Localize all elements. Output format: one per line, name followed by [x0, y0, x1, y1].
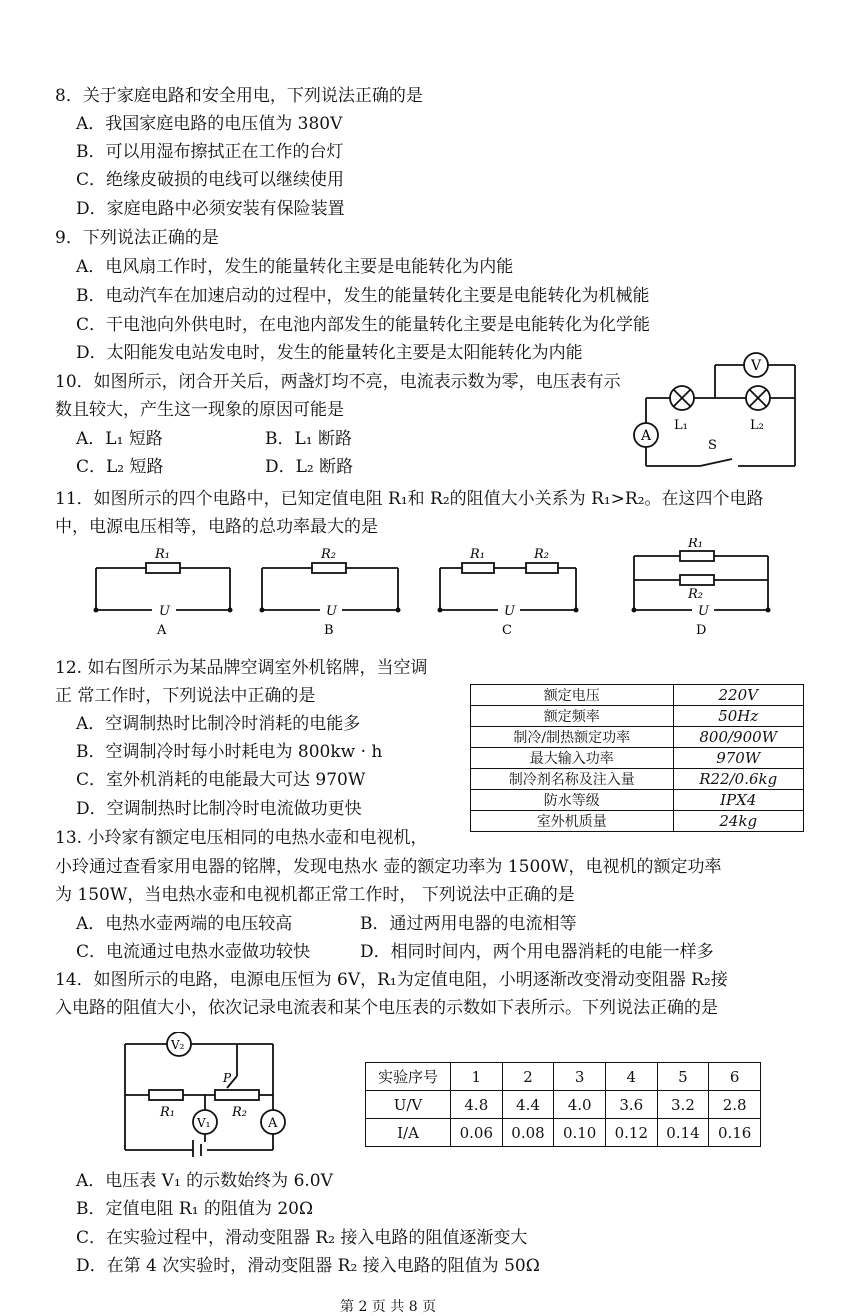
table-cell: 24kg	[673, 811, 804, 832]
q13-stem-line3: 为 150W，当电热水壶和电视机都正常工作时， 下列说法中正确的是	[55, 885, 575, 905]
q8-stem: 8．关于家庭电路和安全用电，下列说法正确的是	[55, 86, 423, 106]
ac-nameplate-table	[470, 684, 804, 832]
table-row	[471, 790, 804, 811]
q14-option-d: D．在第 4 次实验时，滑动变阻器 R₂ 接入电路的阻值为 50Ω	[76, 1256, 540, 1276]
table-cell: 800/900W	[673, 727, 804, 748]
q14-ammeter-label: A	[268, 1116, 278, 1131]
q12-stem-line1: 12. 如右图所示为某品牌空调室外机铭牌，当空调	[55, 658, 428, 678]
table-cell: 防水等级	[471, 790, 674, 811]
table-cell: 4.0	[554, 1091, 606, 1119]
q14-stem-line1: 14．如图所示的电路，电源电压恒为 6V，R₁为定值电阻，小明逐渐改变滑动变阻器 R₂接	[55, 970, 728, 990]
q14-circuit-diagram	[115, 1032, 295, 1157]
q12-option-c: C．室外机消耗的电能最大可达 970W	[76, 770, 366, 790]
table-row	[471, 811, 804, 832]
q11-stem-line1: 11．如图所示的四个电路中，已知定值电阻 R₁和 R₂的阻值大小关系为 R₁>R₂。在这四个电路	[55, 489, 764, 509]
q13-option-b: B．通过两用电器的电流相等	[360, 914, 577, 934]
page-footer: 第 2 页 共 8 页	[340, 1299, 437, 1315]
table-cell: R22/0.6kg	[673, 769, 804, 790]
circuit-c-r1-label: R₁	[470, 547, 485, 562]
q8-option-b: B．可以用湿布擦拭正在工作的台灯	[76, 142, 344, 162]
table-cell: IPX4	[673, 790, 804, 811]
table-cell: 制冷剂名称及注入量	[471, 769, 674, 790]
table-cell: 970W	[673, 748, 804, 769]
table-cell: 0.06	[451, 1119, 503, 1147]
q14-option-a: A．电压表 V₁ 的示数始终为 6.0V	[76, 1171, 333, 1191]
q9-option-c: C．干电池向外供电时，在电池内部发生的能量转化主要是电能转化为化学能	[76, 315, 651, 335]
q12-option-b: B．空调制冷时每小时耗电为 800kw · h	[76, 742, 383, 762]
table-cell: 实验序号	[366, 1063, 451, 1091]
table-cell: 0.10	[554, 1119, 606, 1147]
circuit-c-r2-label: R₂	[534, 547, 549, 562]
table-cell: 4	[605, 1063, 657, 1091]
q14-option-c: C．在实验过程中，滑动变阻器 R₂ 接入电路的阻值逐渐变大	[76, 1228, 528, 1248]
table-cell: 2.8	[709, 1091, 761, 1119]
q12-option-d: D．空调制热时比制冷时电流做功更快	[76, 799, 362, 819]
table-row	[471, 769, 804, 790]
table-cell: I/A	[366, 1119, 451, 1147]
q14-voltmeter-v1-label: V₁	[197, 1116, 211, 1130]
table-cell: 制冷/制热额定功率	[471, 727, 674, 748]
table-cell: 额定频率	[471, 706, 674, 727]
table-cell: 3.2	[657, 1091, 709, 1119]
table-cell: 4.4	[502, 1091, 554, 1119]
table-row	[366, 1119, 761, 1147]
table-cell: 5	[657, 1063, 709, 1091]
table-cell: 2	[502, 1063, 554, 1091]
table-cell: 室外机质量	[471, 811, 674, 832]
table-cell: 1	[451, 1063, 503, 1091]
q14-option-b: B．定值电阻 R₁ 的阻值为 20Ω	[76, 1199, 314, 1219]
q10-option-c: C．L₂ 短路	[76, 457, 164, 477]
table-cell: 3	[554, 1063, 606, 1091]
circuit-a-r1-label: R₁	[155, 547, 170, 562]
table-row	[471, 685, 804, 706]
q10-circuit-diagram	[620, 335, 810, 475]
switch-label: S	[708, 438, 717, 453]
table-cell: 3.6	[605, 1091, 657, 1119]
circuit-d-r1-label: R₁	[688, 538, 703, 551]
q9-option-b: B．电动汽车在加速启动的过程中，发生的能量转化主要是电能转化为机械能	[76, 286, 650, 306]
q10-option-b: B．L₁ 断路	[265, 429, 353, 449]
table-cell: 0.08	[502, 1119, 554, 1147]
circuit-a-caption: A	[157, 623, 167, 638]
table-row	[471, 706, 804, 727]
q13-option-c: C．电流通过电热水壶做功较快	[76, 942, 311, 962]
q14-slider-p-label: P	[223, 1071, 232, 1085]
circuit-b-u-label: U	[326, 604, 337, 619]
q12-stem-line2: 正 常工作时，下列说法中正确的是	[55, 686, 316, 706]
table-cell: 0.12	[605, 1119, 657, 1147]
q13-stem-line2: 小玲通过查看家用电器的铭牌，发现电热水 壶的额定功率为 1500W，电视机的额定功率	[55, 857, 722, 877]
circuit-d-u-label: U	[698, 604, 709, 619]
table-cell: 50Hz	[673, 706, 804, 727]
q14-data-table	[365, 1062, 761, 1147]
circuit-a-u-label: U	[159, 604, 170, 619]
table-row	[366, 1063, 761, 1091]
q13-option-d: D．相同时间内，两个用电器消耗的电能一样多	[360, 942, 714, 962]
circuit-c-caption: C	[502, 623, 512, 638]
q14-r1-label: R₁	[160, 1105, 175, 1120]
table-cell: U/V	[366, 1091, 451, 1119]
lamp-l1-label: L₁	[674, 418, 688, 433]
q14-stem-line2: 入电路的阻值大小，依次记录电流表和某个电压表的示数如下表所示。下列说法正确的是	[55, 998, 718, 1018]
q8-option-c: C．绝缘皮破损的电线可以继续使用	[76, 170, 345, 190]
table-row	[471, 748, 804, 769]
table-cell: 6	[709, 1063, 761, 1091]
table-cell: 额定电压	[471, 685, 674, 706]
table-cell: 0.16	[709, 1119, 761, 1147]
q8-option-a: A．我国家庭电路的电压值为 380V	[76, 114, 343, 134]
table-row	[471, 727, 804, 748]
q10-option-a: A．L₁ 短路	[76, 429, 163, 449]
q9-option-d: D．太阳能发电站发电时，发生的能量转化主要是太阳能转化为内能	[76, 343, 583, 363]
table-row	[366, 1091, 761, 1119]
q13-option-a: A．电热水壶两端的电压较高	[76, 914, 293, 934]
circuit-d-caption: D	[696, 623, 707, 638]
voltmeter-label: V	[751, 358, 762, 374]
ammeter-label: A	[641, 428, 652, 444]
circuit-c-u-label: U	[504, 604, 515, 619]
q11-circuits-diagram	[80, 538, 800, 644]
q14-r2-label: R₂	[232, 1105, 247, 1120]
circuit-d-r2-label: R₂	[688, 587, 703, 602]
table-cell: 4.8	[451, 1091, 503, 1119]
circuit-b-caption: B	[324, 623, 334, 638]
circuit-b-r2-label: R₂	[321, 547, 336, 562]
q12-option-a: A．空调制热时比制冷时消耗的电能多	[76, 714, 361, 734]
q10-stem-line1: 10．如图所示，闭合开关后，两盏灯均不亮，电流表示数为零，电压表有示	[55, 372, 621, 392]
table-cell: 0.14	[657, 1119, 709, 1147]
table-cell: 最大输入功率	[471, 748, 674, 769]
q13-stem-line1: 13. 小玲家有额定电压相同的电热水壶和电视机，	[55, 828, 428, 848]
q10-option-d: D．L₂ 断路	[265, 457, 354, 477]
lamp-l2-label: L₂	[750, 418, 764, 433]
q9-option-a: A．电风扇工作时，发生的能量转化主要是电能转化为内能	[76, 257, 514, 277]
q9-stem: 9．下列说法正确的是	[55, 228, 219, 248]
q11-stem-line2: 中，电源电压相等，电路的总功率最大的是	[55, 517, 378, 537]
q10-stem-line2: 数且较大，产生这一现象的原因可能是	[55, 400, 344, 420]
q8-option-d: D．家庭电路中必须安装有保险装置	[76, 199, 345, 219]
q14-voltmeter-v2-label: V₂	[171, 1038, 185, 1052]
table-cell: 220V	[673, 685, 804, 706]
